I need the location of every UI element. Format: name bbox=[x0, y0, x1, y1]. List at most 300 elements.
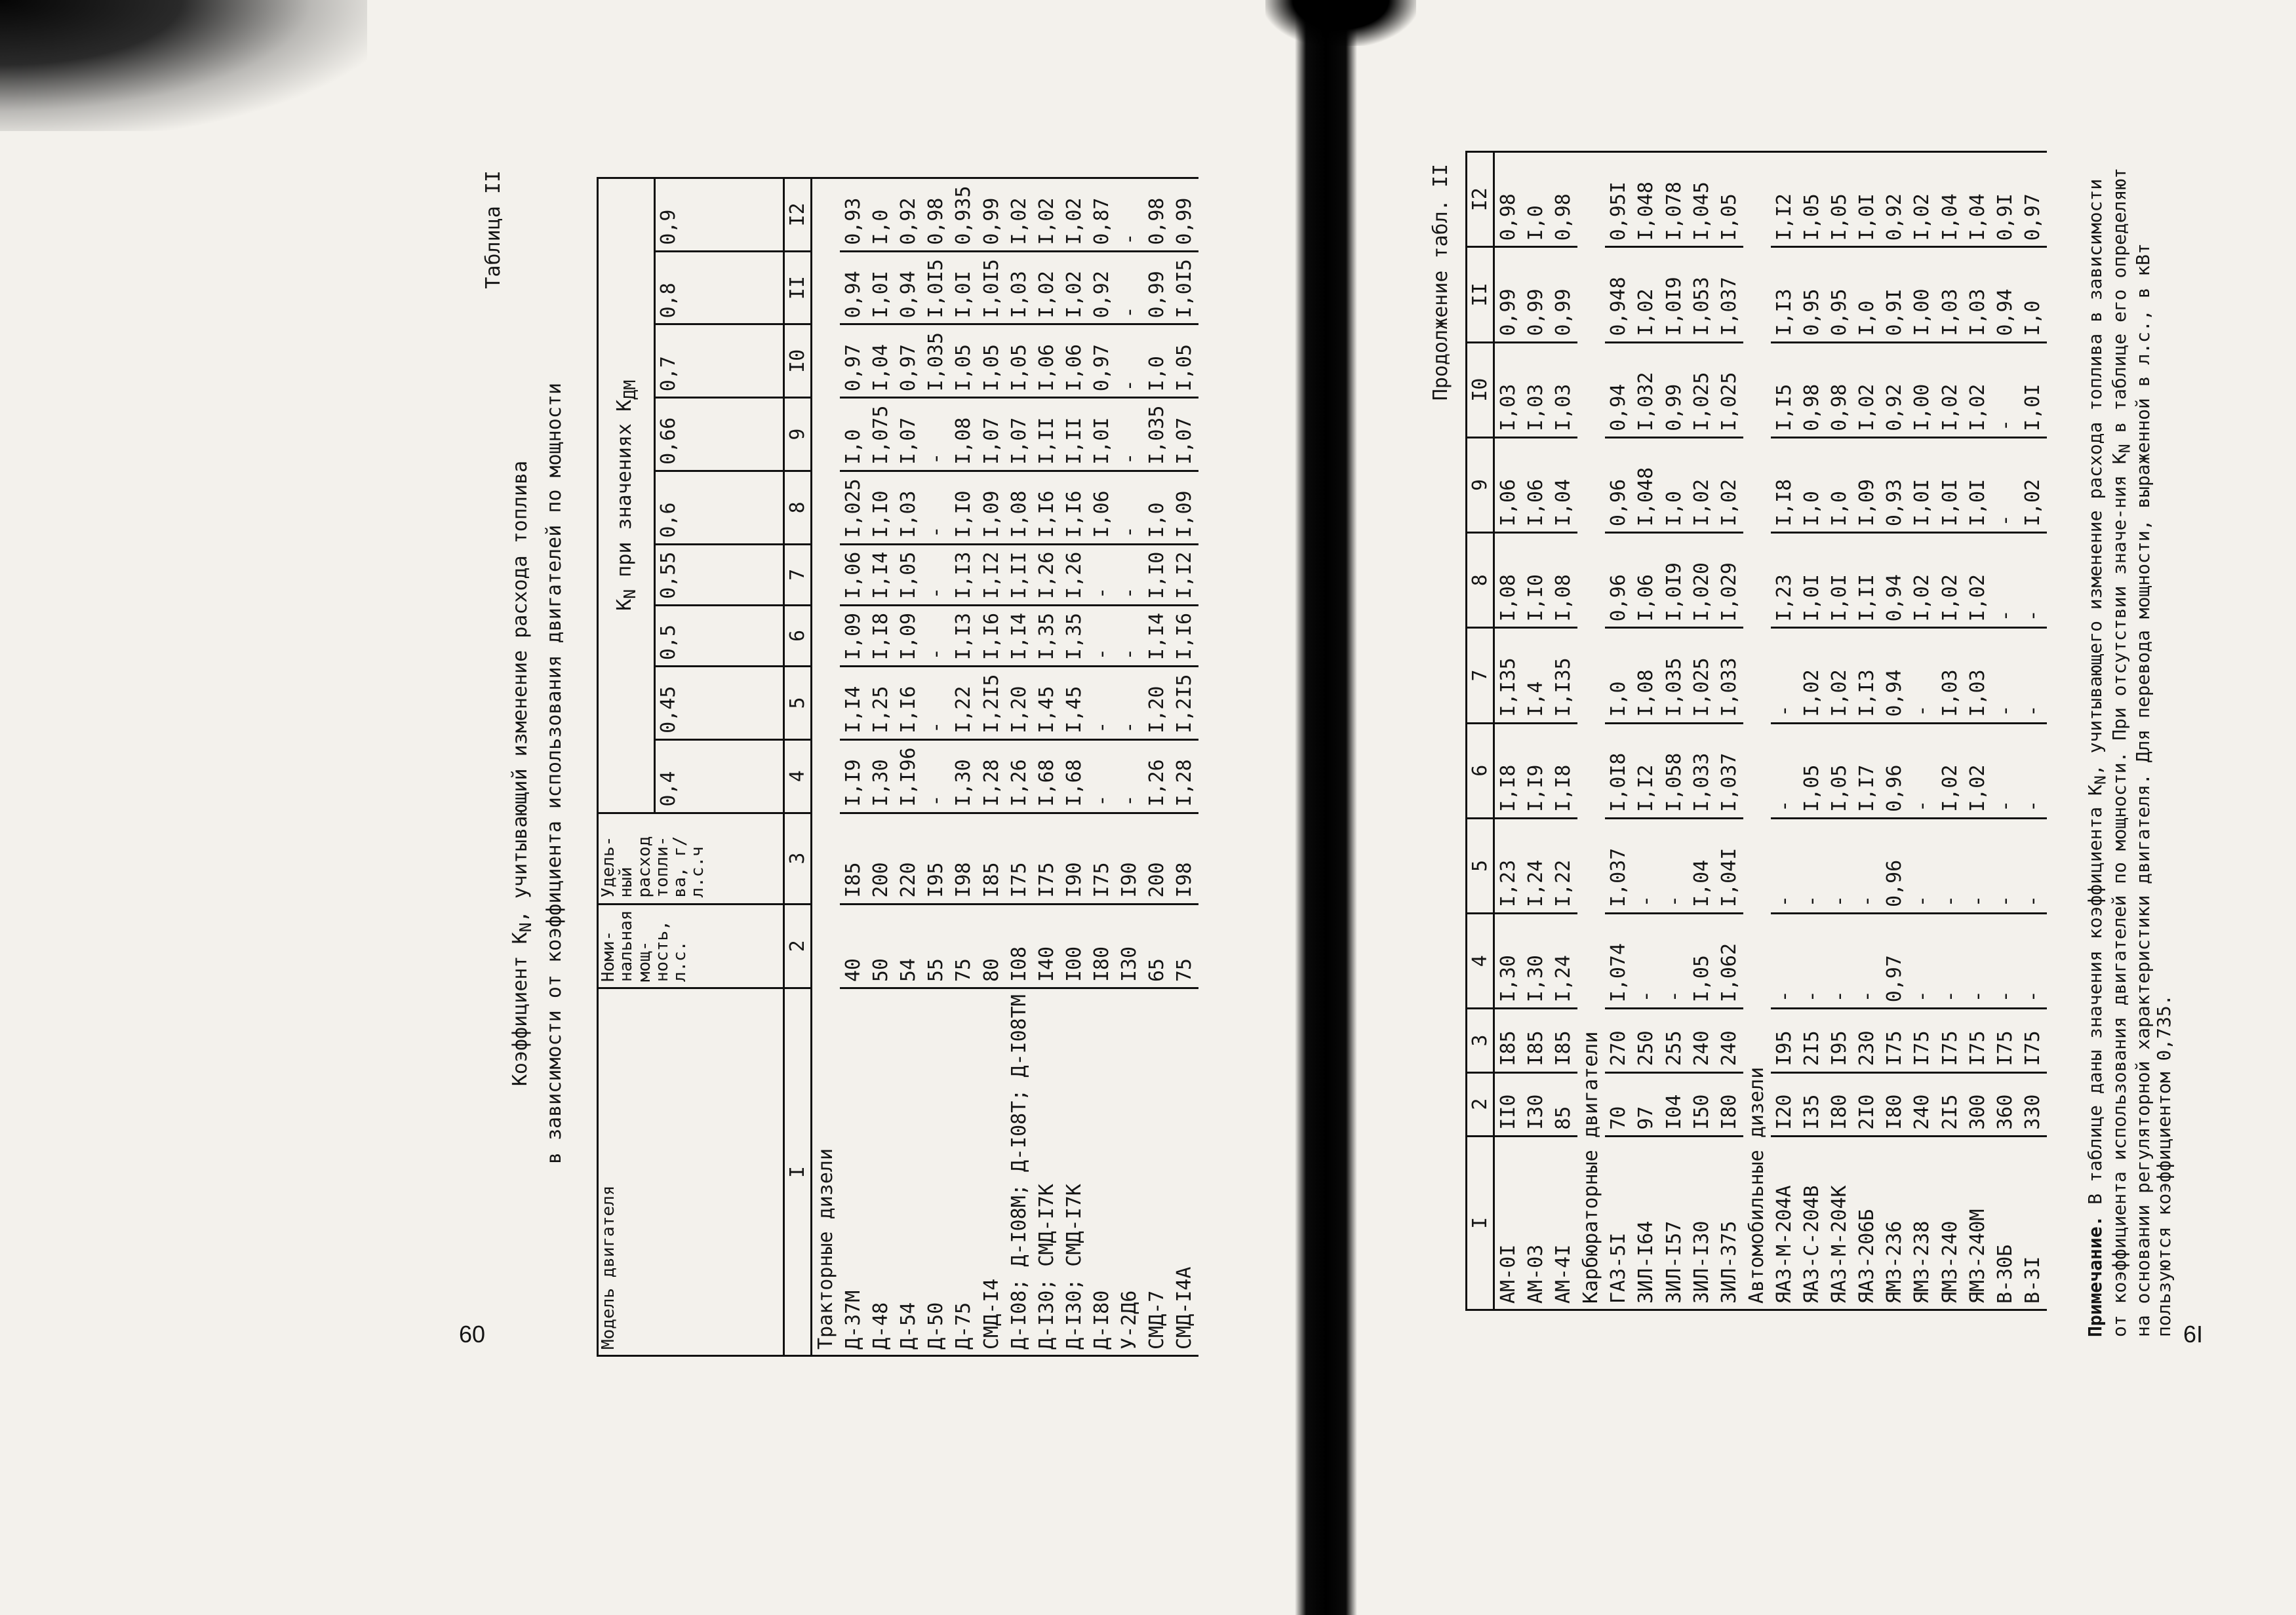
rated-power: 2I5 bbox=[1937, 1072, 1964, 1136]
column-numbers-row bbox=[784, 178, 812, 1356]
column-number: I2 bbox=[1467, 152, 1494, 247]
note-label: Примечание. bbox=[2084, 1215, 2106, 1337]
kn-value: I,048 bbox=[1633, 437, 1660, 532]
continuation-table bbox=[1465, 151, 2047, 1311]
table-row bbox=[1522, 152, 1550, 1310]
kn-value: I,0 bbox=[1853, 247, 1881, 342]
column-number: 2 bbox=[784, 904, 812, 988]
kn-value: - bbox=[1992, 342, 2019, 437]
kdm-value: 0,6 bbox=[655, 471, 784, 544]
kn-value: I,020 bbox=[1688, 533, 1716, 628]
kn-value: 0,94 bbox=[895, 251, 922, 324]
column-number: II bbox=[1467, 247, 1494, 342]
kn-value: - bbox=[1088, 544, 1116, 605]
kn-value: I,02 bbox=[1909, 152, 1936, 247]
kn-value: - bbox=[1964, 914, 1992, 1009]
rated-power: 54 bbox=[895, 904, 922, 988]
kn-value: I,68 bbox=[1061, 739, 1088, 813]
kn-value: I,25 bbox=[867, 667, 895, 740]
specific-fuel-consumption: I85 bbox=[978, 813, 1006, 904]
specific-fuel-consumption: I75 bbox=[1033, 813, 1061, 904]
kdm-value: 0,4 bbox=[655, 739, 784, 813]
kn-value: - bbox=[1771, 628, 1798, 723]
kn-value: I,I4 bbox=[1006, 605, 1033, 666]
kn-value: I,I6 bbox=[1033, 471, 1061, 544]
rated-power: 360 bbox=[1992, 1072, 2019, 1136]
kn-value: I,I35 bbox=[1550, 628, 1577, 723]
kn-value: I,02 bbox=[1937, 723, 1964, 818]
left-table-body bbox=[812, 178, 1199, 1356]
specific-fuel-consumption: I75 bbox=[1937, 1009, 1964, 1072]
engine-model: Д-48 bbox=[867, 988, 895, 1356]
kn-value: I,075 bbox=[867, 398, 895, 471]
kn-value: I,4 bbox=[1522, 628, 1550, 723]
kn-value: I,05 bbox=[1171, 324, 1198, 398]
rated-power: 65 bbox=[1143, 904, 1171, 988]
rated-power: 70 bbox=[1605, 1072, 1633, 1136]
specific-fuel-consumption: I75 bbox=[1992, 1009, 2019, 1072]
table-label: Таблица II bbox=[482, 170, 505, 289]
kn-value: 0,99 bbox=[1171, 178, 1198, 252]
kn-value: I,035 bbox=[1143, 398, 1171, 471]
kn-value: I,05 bbox=[1006, 324, 1033, 398]
header-model: Модель двигателя bbox=[598, 988, 784, 1356]
kn-value: - bbox=[1826, 914, 1853, 1009]
specific-fuel-consumption: I75 bbox=[1909, 1009, 1936, 1072]
engine-model: ЯМЗ-238 bbox=[1909, 1136, 1936, 1310]
specific-fuel-consumption: I90 bbox=[1061, 813, 1088, 904]
column-number: 8 bbox=[1467, 533, 1494, 628]
kn-value: I,025 bbox=[1688, 342, 1716, 437]
kn-value: I,02 bbox=[1033, 251, 1061, 324]
kn-value: I,035 bbox=[922, 324, 950, 398]
specific-fuel-consumption: I85 bbox=[1522, 1009, 1550, 1072]
table-row bbox=[1688, 152, 1716, 1310]
kn-value: - bbox=[2019, 628, 2047, 723]
kn-value: I,0I9 bbox=[1661, 247, 1688, 342]
kn-value: - bbox=[1633, 914, 1660, 1009]
kn-value: I,06 bbox=[1633, 533, 1660, 628]
kn-value: I,09 bbox=[1171, 471, 1198, 544]
kn-value: I,029 bbox=[1716, 533, 1743, 628]
kn-value: I,0I5 bbox=[922, 251, 950, 324]
kn-value: I,0I bbox=[2019, 342, 2047, 437]
kn-value: - bbox=[1909, 723, 1936, 818]
engine-model: ГАЗ-5I bbox=[1605, 1136, 1633, 1310]
kn-value: I,02 bbox=[1937, 533, 1964, 628]
kn-value: - bbox=[1798, 818, 1826, 913]
kn-value: 0,94 bbox=[1605, 342, 1633, 437]
kn-value: I,I0 bbox=[950, 471, 978, 544]
kn-value: 0,93 bbox=[840, 178, 867, 252]
kn-value: I,I35 bbox=[1494, 628, 1523, 723]
title-line-1: Коэффициент $K_N$, учитывающий изменение расхода топлива bbox=[509, 460, 535, 1087]
kn-value: I,I9 bbox=[840, 739, 867, 813]
kn-value: I,I96 bbox=[895, 739, 922, 813]
kn-value: I,02 bbox=[1033, 178, 1061, 252]
kn-value: I,04I bbox=[1716, 818, 1743, 913]
kn-value: 0,93 bbox=[1881, 437, 1909, 532]
kn-value: I,0 bbox=[2019, 247, 2047, 342]
kn-value: - bbox=[1116, 178, 1143, 252]
section-heading: Карбюраторные двигатели bbox=[1577, 152, 1605, 1310]
kn-value: I,35 bbox=[1033, 605, 1061, 666]
specific-fuel-consumption: I95 bbox=[922, 813, 950, 904]
kn-value: I,08 bbox=[1006, 471, 1033, 544]
engine-model: ЯАЗ-206Б bbox=[1853, 1136, 1881, 1310]
kn-value: I,048 bbox=[1633, 152, 1660, 247]
kn-value: I,24 bbox=[1522, 818, 1550, 913]
kn-value: 0,96 bbox=[1881, 818, 1909, 913]
left-page bbox=[482, 164, 1308, 1383]
continuation-label: Продолжение табл. II bbox=[1429, 164, 1452, 401]
kn-value: 0,95 bbox=[1826, 247, 1853, 342]
specific-fuel-consumption: I75 bbox=[2019, 1009, 2047, 1072]
table-row bbox=[1909, 152, 1936, 1310]
kn-value: I,05 bbox=[1688, 914, 1716, 1009]
table-row bbox=[950, 178, 978, 1356]
rated-power: I80 bbox=[1088, 904, 1116, 988]
kn-value: I,05 bbox=[950, 324, 978, 398]
specific-fuel-consumption: 220 bbox=[895, 813, 922, 904]
kn-value: 0,935 bbox=[950, 178, 978, 252]
kn-value: - bbox=[1992, 437, 2019, 532]
rated-power: I35 bbox=[1798, 1072, 1826, 1136]
engine-model: АМ-4I bbox=[1550, 1136, 1577, 1310]
kn-value: - bbox=[1116, 251, 1143, 324]
kn-value: - bbox=[1992, 533, 2019, 628]
kn-value: I,03 bbox=[1937, 247, 1964, 342]
kn-value: I,I0 bbox=[867, 471, 895, 544]
kn-value: I,0I bbox=[1853, 152, 1881, 247]
kn-value: - bbox=[1661, 818, 1688, 913]
kn-value: 0,95I bbox=[1605, 152, 1633, 247]
kn-value: 0,98 bbox=[1494, 152, 1523, 247]
kn-value: I,I2 bbox=[1171, 544, 1198, 605]
kn-value: I,I4 bbox=[1143, 605, 1171, 666]
column-number: 9 bbox=[784, 398, 812, 471]
engine-model: ЯМЗ-236 bbox=[1881, 1136, 1909, 1310]
engine-model: ЗИЛ-I30 bbox=[1688, 1136, 1716, 1310]
table-row bbox=[1494, 152, 1523, 1310]
kn-value: I,02 bbox=[1061, 251, 1088, 324]
kn-value: I,26 bbox=[1033, 544, 1061, 605]
engine-model: ЯАЗ-М-204К bbox=[1826, 1136, 1853, 1310]
table-row bbox=[1881, 152, 1909, 1310]
kn-value: - bbox=[922, 667, 950, 740]
specific-fuel-consumption: 255 bbox=[1661, 1009, 1688, 1072]
kn-value: - bbox=[1853, 914, 1881, 1009]
column-number: I0 bbox=[1467, 342, 1494, 437]
kn-value: I,2I5 bbox=[978, 667, 1006, 740]
rated-power: I80 bbox=[1881, 1072, 1909, 1136]
kn-value: I,02 bbox=[1633, 247, 1660, 342]
specific-fuel-consumption: 240 bbox=[1716, 1009, 1743, 1072]
column-number: 5 bbox=[784, 667, 812, 740]
kn-value: I,02 bbox=[1964, 533, 1992, 628]
kn-value: 0,99 bbox=[1143, 251, 1171, 324]
kn-value: 0,94 bbox=[840, 251, 867, 324]
kn-value: I,I5 bbox=[1771, 342, 1798, 437]
kn-value: - bbox=[1826, 818, 1853, 913]
table-row bbox=[1964, 152, 1992, 1310]
kn-value: 0,99 bbox=[1494, 247, 1523, 342]
kn-value: 0,99 bbox=[1550, 247, 1577, 342]
kn-value: I,0I bbox=[1909, 437, 1936, 532]
kn-value: I,03 bbox=[1937, 628, 1964, 723]
engine-model: ЗИЛ-375 bbox=[1716, 1136, 1743, 1310]
engine-model: ЗИЛ-I57 bbox=[1661, 1136, 1688, 1310]
kn-value: I,0I bbox=[950, 251, 978, 324]
engine-model: ЗИЛ-I64 bbox=[1633, 1136, 1660, 1310]
kn-value: I,0I bbox=[1088, 398, 1116, 471]
kn-value: - bbox=[1088, 605, 1116, 666]
kn-value: I,05 bbox=[978, 324, 1006, 398]
kn-value: - bbox=[1909, 818, 1936, 913]
kn-value: I,04 bbox=[867, 324, 895, 398]
engine-model: СМД-I4 bbox=[978, 988, 1006, 1356]
kn-value: - bbox=[1992, 723, 2019, 818]
engine-model: АМ-0I bbox=[1494, 1136, 1523, 1310]
column-number: 4 bbox=[784, 739, 812, 813]
engine-model: СМД-7 bbox=[1143, 988, 1171, 1356]
kn-value: I,I3 bbox=[1771, 247, 1798, 342]
kn-value: I,I8 bbox=[1550, 723, 1577, 818]
kn-value: I,0I5 bbox=[1171, 251, 1198, 324]
table-row bbox=[1633, 152, 1660, 1310]
column-number: I2 bbox=[784, 178, 812, 252]
kn-value: I,02 bbox=[1798, 628, 1826, 723]
specific-fuel-consumption: I90 bbox=[1116, 813, 1143, 904]
specific-fuel-consumption: 230 bbox=[1853, 1009, 1881, 1072]
kn-value: I,03 bbox=[1550, 342, 1577, 437]
kn-value: 0,94 bbox=[1881, 533, 1909, 628]
rated-power: I40 bbox=[1033, 904, 1061, 988]
kn-value: I,06 bbox=[840, 544, 867, 605]
kn-value: 0,96 bbox=[1605, 533, 1633, 628]
rated-power: I00 bbox=[1061, 904, 1088, 988]
right-column-numbers-row bbox=[1467, 152, 1494, 1310]
kn-value: - bbox=[1116, 605, 1143, 666]
kn-value: I,28 bbox=[978, 739, 1006, 813]
engine-model: Д-75 bbox=[950, 988, 978, 1356]
engine-model: Д-I80 bbox=[1088, 988, 1116, 1356]
kn-value: I,0I bbox=[1937, 437, 1964, 532]
specific-fuel-consumption: 2I5 bbox=[1798, 1009, 1826, 1072]
table-row bbox=[1937, 152, 1964, 1310]
rated-power: 75 bbox=[950, 904, 978, 988]
kn-value: I,I6 bbox=[978, 605, 1006, 666]
engine-model: Д-I08; Д-I08М; Д-I08Т; Д-I08ТМ bbox=[1006, 988, 1033, 1356]
kn-value: - bbox=[1798, 914, 1826, 1009]
kn-value: 0,92 bbox=[895, 178, 922, 252]
kn-value: I,I4 bbox=[867, 544, 895, 605]
kn-value: 0,948 bbox=[1605, 247, 1633, 342]
kn-value: I,I6 bbox=[1061, 471, 1088, 544]
kn-value: I,05 bbox=[1826, 152, 1853, 247]
rated-power: 2I0 bbox=[1853, 1072, 1881, 1136]
table-row bbox=[1550, 152, 1577, 1310]
kn-value: I,I6 bbox=[1171, 605, 1198, 666]
kn-value: 0,87 bbox=[1088, 178, 1116, 252]
kn-value: I,I7 bbox=[1853, 723, 1881, 818]
kn-value: I,I9 bbox=[1522, 723, 1550, 818]
kn-value: I,07 bbox=[895, 398, 922, 471]
section-heading-row bbox=[812, 178, 841, 1356]
kn-value: I,22 bbox=[1550, 818, 1577, 913]
kn-value: 0,99 bbox=[978, 178, 1006, 252]
kn-value: I,I8 bbox=[1494, 723, 1523, 818]
table-row bbox=[1143, 178, 1171, 1356]
column-number: I0 bbox=[784, 324, 812, 398]
specific-fuel-consumption: I95 bbox=[1771, 1009, 1798, 1072]
kn-value: I,02 bbox=[1964, 723, 1992, 818]
kn-value: I,0 bbox=[1826, 437, 1853, 532]
specific-fuel-consumption: I95 bbox=[1826, 1009, 1853, 1072]
scan-shadow bbox=[0, 0, 367, 131]
kn-value: 0,94 bbox=[1881, 628, 1909, 723]
engine-model: В-3I bbox=[2019, 1136, 2047, 1310]
specific-fuel-consumption: 200 bbox=[1143, 813, 1171, 904]
specific-fuel-consumption: I85 bbox=[1550, 1009, 1577, 1072]
kn-value: I,058 bbox=[1661, 723, 1688, 818]
kn-value: I,45 bbox=[1033, 667, 1061, 740]
kn-value: I,02 bbox=[1909, 533, 1936, 628]
kn-value: - bbox=[922, 605, 950, 666]
kn-value: I,04 bbox=[1964, 152, 1992, 247]
specific-fuel-consumption: 200 bbox=[867, 813, 895, 904]
rated-power: 40 bbox=[840, 904, 867, 988]
specific-fuel-consumption: I98 bbox=[1171, 813, 1198, 904]
kn-value: I,09 bbox=[1853, 437, 1881, 532]
kn-value: I,35 bbox=[1061, 605, 1088, 666]
kn-value: I,26 bbox=[1006, 739, 1033, 813]
kn-value: - bbox=[922, 471, 950, 544]
rated-power: I30 bbox=[1522, 1072, 1550, 1136]
kn-value: - bbox=[2019, 818, 2047, 913]
kdm-value: 0,66 bbox=[655, 398, 784, 471]
kn-value: I,0 bbox=[1605, 628, 1633, 723]
rated-power: 97 bbox=[1633, 1072, 1660, 1136]
kn-value: - bbox=[2019, 914, 2047, 1009]
kn-value: - bbox=[922, 398, 950, 471]
kn-value: - bbox=[1964, 818, 1992, 913]
kn-value: 0,94 bbox=[1992, 247, 2019, 342]
engine-model: Д-37М bbox=[840, 988, 867, 1356]
table-row bbox=[1006, 178, 1033, 1356]
specific-fuel-consumption: I75 bbox=[1006, 813, 1033, 904]
kn-value: 0,92 bbox=[1088, 251, 1116, 324]
kn-value: 0,97 bbox=[1881, 914, 1909, 1009]
engine-model: ЯМЗ-240М bbox=[1964, 1136, 1992, 1310]
kn-value: - bbox=[1633, 818, 1660, 913]
kn-value: I,02 bbox=[1964, 342, 1992, 437]
kn-value: I,033 bbox=[1716, 628, 1743, 723]
kn-value: 0,97 bbox=[840, 324, 867, 398]
table-row bbox=[1661, 152, 1688, 1310]
right-page bbox=[1429, 151, 2196, 1337]
kn-value: I,0I5 bbox=[978, 251, 1006, 324]
kn-value: - bbox=[922, 544, 950, 605]
rated-power: I50 bbox=[1688, 1072, 1716, 1136]
specific-fuel-consumption: I75 bbox=[1881, 1009, 1909, 1072]
kn-value: I,03 bbox=[1964, 247, 1992, 342]
kn-value: I,I4 bbox=[840, 667, 867, 740]
specific-fuel-consumption: I98 bbox=[950, 813, 978, 904]
kn-value: - bbox=[1116, 398, 1143, 471]
engine-model: СМД-I4А bbox=[1171, 988, 1198, 1356]
specific-fuel-consumption: 240 bbox=[1688, 1009, 1716, 1072]
kn-value: I,02 bbox=[1688, 437, 1716, 532]
kn-value: 0,92 bbox=[1881, 152, 1909, 247]
rated-power: 85 bbox=[1550, 1072, 1577, 1136]
kn-value: 0,9I bbox=[1881, 247, 1909, 342]
kn-value: I,03 bbox=[1964, 628, 1992, 723]
kn-value: 0,92 bbox=[1881, 342, 1909, 437]
rated-power: 75 bbox=[1171, 904, 1198, 988]
rated-power: 55 bbox=[922, 904, 950, 988]
kn-value: I,0 bbox=[1661, 437, 1688, 532]
kn-value: I,02 bbox=[2019, 437, 2047, 532]
specific-fuel-consumption: 270 bbox=[1605, 1009, 1633, 1072]
kn-value: - bbox=[1937, 914, 1964, 1009]
kn-value: I,03 bbox=[1006, 251, 1033, 324]
kn-value: I,0 bbox=[1143, 471, 1171, 544]
rated-power: I80 bbox=[1716, 1072, 1743, 1136]
kn-value: I,05 bbox=[1826, 723, 1853, 818]
column-number: 2 bbox=[1467, 1072, 1494, 1136]
rated-power: 50 bbox=[867, 904, 895, 988]
kn-value: - bbox=[1116, 324, 1143, 398]
table-row bbox=[1716, 152, 1743, 1310]
kn-value: I,0 bbox=[840, 398, 867, 471]
kn-value: I,033 bbox=[1688, 723, 1716, 818]
specific-fuel-consumption: I85 bbox=[840, 813, 867, 904]
engine-model: Д-54 bbox=[895, 988, 922, 1356]
kn-value: - bbox=[922, 739, 950, 813]
kn-value: I,035 bbox=[1661, 628, 1688, 723]
kn-value: I,23 bbox=[1494, 818, 1523, 913]
kn-value: - bbox=[1088, 739, 1116, 813]
kn-value: I,02 bbox=[1061, 178, 1088, 252]
kn-value: I,037 bbox=[1716, 247, 1743, 342]
kn-value: 0,97 bbox=[2019, 152, 2047, 247]
table-row bbox=[895, 178, 922, 1356]
kn-value: I,I3 bbox=[950, 605, 978, 666]
column-number: 6 bbox=[1467, 723, 1494, 818]
specific-fuel-consumption: I75 bbox=[1964, 1009, 1992, 1072]
kn-value: I,0I bbox=[867, 251, 895, 324]
kn-value: - bbox=[1116, 544, 1143, 605]
kn-value: 0,96 bbox=[1605, 437, 1633, 532]
specific-fuel-consumption: I85 bbox=[1494, 1009, 1523, 1072]
kdm-value: 0,8 bbox=[655, 251, 784, 324]
kn-value: I,062 bbox=[1716, 914, 1743, 1009]
kn-value: - bbox=[1853, 818, 1881, 913]
kn-value: I,09 bbox=[840, 605, 867, 666]
engine-model: ЯАЗ-С-204В bbox=[1798, 1136, 1826, 1310]
engine-model: Д-50 bbox=[922, 988, 950, 1356]
column-number: 3 bbox=[1467, 1009, 1494, 1072]
kn-value: I,28 bbox=[1171, 739, 1198, 813]
kn-value: I,0I bbox=[1826, 533, 1853, 628]
column-number: I bbox=[784, 988, 812, 1356]
kn-value: I,03 bbox=[895, 471, 922, 544]
kn-value: I,30 bbox=[867, 739, 895, 813]
kn-value: - bbox=[1771, 914, 1798, 1009]
kn-value: 0,96 bbox=[1881, 723, 1909, 818]
column-number: 4 bbox=[1467, 914, 1494, 1009]
